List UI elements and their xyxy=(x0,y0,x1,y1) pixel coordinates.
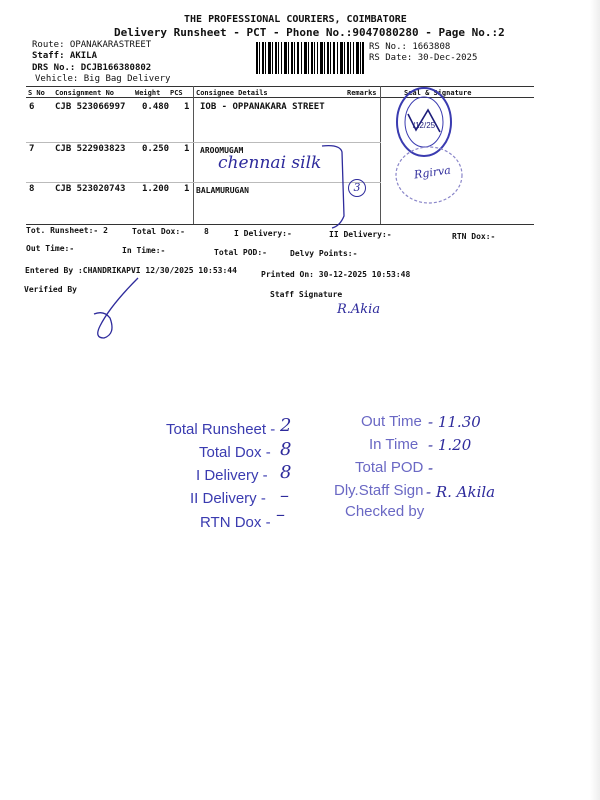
stamp-in-time-label: In Time xyxy=(369,436,419,453)
stamp-ii-delivery-value: – xyxy=(280,485,289,506)
stamp-in-time-value: - 1.20 xyxy=(428,436,472,454)
rs-number: RS No.: 1663808 xyxy=(369,42,451,52)
stamp-total-dox-label: Total Dox - xyxy=(199,444,271,461)
out-time: Out Time:- xyxy=(26,244,75,253)
row-pcs: 1 xyxy=(184,184,190,194)
i-delivery: I Delivery:- xyxy=(234,229,292,238)
staff: Staff: AKILA xyxy=(32,51,98,61)
stamp-dly-staff-sign-label: Dly.Staff Sign xyxy=(334,482,424,499)
row-consignee: IOB - OPPANAKARA STREET xyxy=(200,102,325,112)
total-runsheet: Tot. Runsheet:- 2 xyxy=(26,226,108,235)
consignee-column-divider xyxy=(193,86,194,224)
stamp-checked-by-label: Checked by xyxy=(345,503,425,520)
stamp-i-delivery-label: I Delivery - xyxy=(196,467,268,484)
vehicle: Vehicle: Big Bag Delivery xyxy=(35,74,171,84)
stamp-dly-staff-sign-value: - R. Akila xyxy=(426,483,496,501)
svg-text:/12/25: /12/25 xyxy=(412,121,436,130)
delvy-points: Delvy Points:- xyxy=(290,249,358,258)
total-dox-value: 8 xyxy=(204,227,209,236)
row-pcs: 1 xyxy=(184,144,190,154)
stamp-total-runsheet-value: 2 xyxy=(280,415,292,436)
rtn-dox: RTN Dox:- xyxy=(452,232,496,241)
stamp-out-time-value: - 11.30 xyxy=(428,413,481,431)
runsheet-subtitle: Delivery Runsheet - PCT - Phone No.:9047080280 - Page No.:2 xyxy=(114,26,505,39)
stamp-rtn-dox-value: – xyxy=(276,504,285,525)
ii-delivery: II Delivery:- xyxy=(329,230,392,239)
header-weight: Weight xyxy=(135,89,161,97)
row-consignee: AROOMUGAM xyxy=(200,146,244,155)
stamp-total-pod-label: Total POD xyxy=(355,459,424,476)
header-pcs: PCS xyxy=(170,89,183,97)
company-name: THE PROFESSIONAL COURIERS, COIMBATORE xyxy=(184,14,407,25)
barcode xyxy=(256,42,364,74)
table-header-rule xyxy=(26,97,534,98)
verifier-signature xyxy=(80,276,150,342)
row-consignment: CJB 522903823 xyxy=(55,144,126,154)
scan-edge-shadow xyxy=(590,0,600,800)
header-consignment: Consignment No xyxy=(55,89,115,97)
row-consignee: BALAMURUGAN xyxy=(196,186,249,195)
table-bottom-rule xyxy=(26,224,534,225)
verified-by: Verified By xyxy=(24,285,77,294)
row-sno: 6 xyxy=(29,102,35,112)
staff-signature-label: Staff Signature xyxy=(270,290,343,299)
row-sno: 8 xyxy=(29,184,35,194)
row-weight: 0.250 xyxy=(142,144,170,154)
header-sno: S No xyxy=(28,89,45,97)
rs-date: RS Date: 30-Dec-2025 xyxy=(369,53,478,63)
header-seal-signature: Seal & Signature xyxy=(404,89,472,97)
header-remarks: Remarks xyxy=(347,89,377,97)
row-weight: 1.200 xyxy=(142,184,170,194)
row-consignment: CJB 523066997 xyxy=(55,102,126,112)
stamp-total-dox-value: 8 xyxy=(280,439,292,460)
stamp-total-runsheet-label: Total Runsheet - xyxy=(166,421,276,438)
drs-number: DRS No.: DCJB166380802 xyxy=(32,63,152,73)
seal-signature: Rgirva xyxy=(413,163,452,182)
header-consignee: Consignee Details xyxy=(196,89,268,97)
total-dox-label: Total Dox:- xyxy=(132,227,185,236)
entered-by: Entered By :CHANDRIKAPVI 12/30/2025 10:53:44 xyxy=(25,266,237,275)
table-top-rule xyxy=(26,86,534,87)
stamp-total-pod-value: - xyxy=(428,459,434,477)
staff-handwritten-signature: R.Akia xyxy=(337,302,381,317)
row-weight: 0.480 xyxy=(142,102,170,112)
circled-number: 3 xyxy=(348,179,366,197)
remarks-column-divider xyxy=(380,86,381,224)
printed-on: Printed On: 30-12-2025 10:53:48 xyxy=(261,270,411,279)
handwritten-note: chennai silk xyxy=(218,153,322,173)
barcode-graphic xyxy=(256,42,364,74)
stamp-i-delivery-value: 8 xyxy=(280,462,292,483)
row-consignment: CJB 523020743 xyxy=(55,184,126,194)
total-pod: Total POD:- xyxy=(214,248,267,257)
route: Route: OPANAKARASTREET xyxy=(32,40,152,50)
stamp-out-time-label: Out Time xyxy=(361,413,422,430)
stamp-rtn-dox-label: RTN Dox - xyxy=(200,514,271,531)
in-time: In Time:- xyxy=(122,246,166,255)
row-pcs: 1 xyxy=(184,102,190,112)
row-sno: 7 xyxy=(29,144,35,154)
stamp-ii-delivery-label: II Delivery - xyxy=(190,490,266,507)
